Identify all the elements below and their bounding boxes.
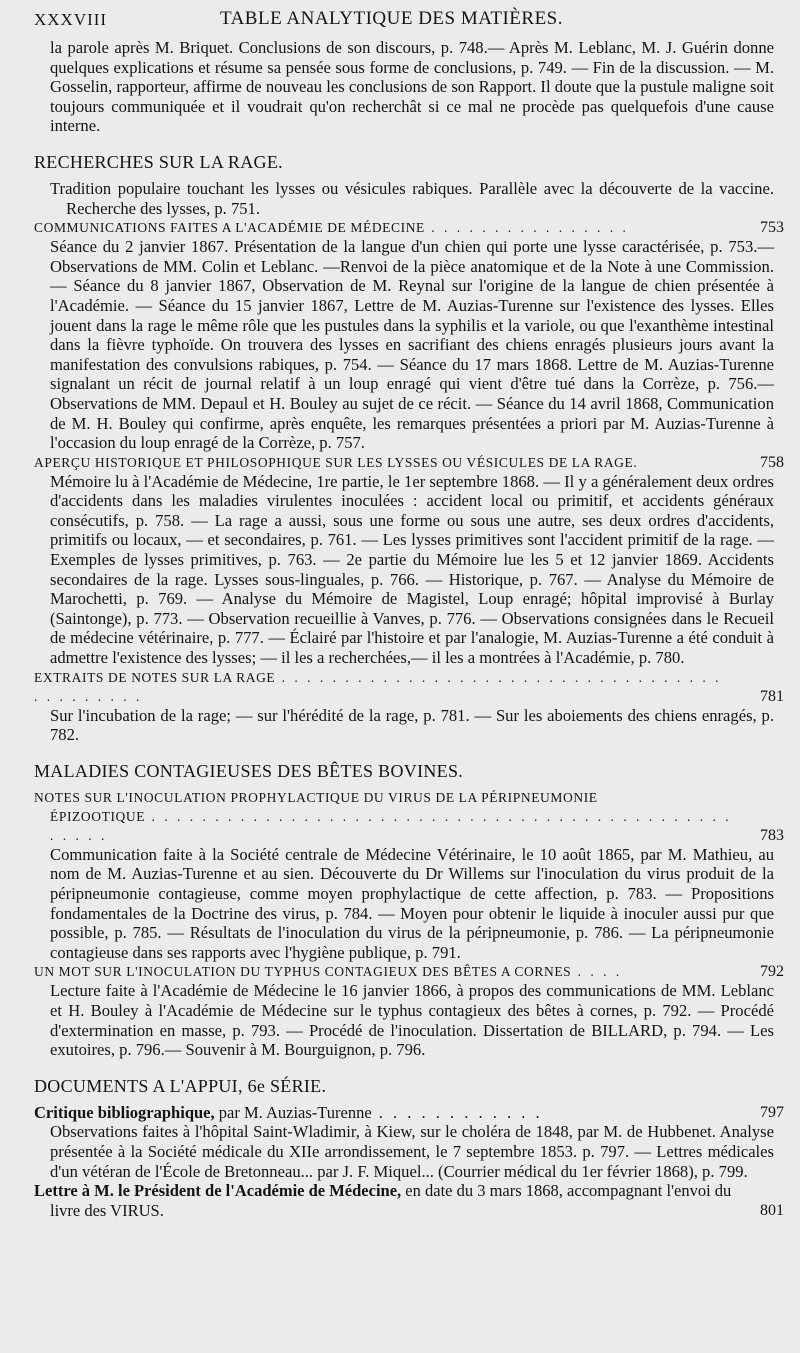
- entry-heading-rest: par M. Auzias-Turenne: [218, 1102, 372, 1122]
- page-numeral: XXXVIII: [34, 10, 108, 29]
- entry-body: Observations faites à l'hôpital Saint-Wladimir, à Kiew, sur le choléra de 1848, par M. de Hubbenet. Analyse présentée à la Société médicale du XIIe arrondissement, le 7 septembre 1853. p. 797. — Lettres médicales d'un vétéran de l'École de Bretonneau... par J. F. Miquel... (Courrier médical du 1er février 1868), p. 799.: [50, 1122, 774, 1181]
- entry-heading: UN MOT SUR L'INOCULATION DU TYPHUS CONTAGIEUX DES BÊTES A CORNES . . . . 792: [34, 963, 784, 981]
- entry-heading-bold: Critique bibliographique,: [34, 1102, 215, 1122]
- entry-heading: EXTRAITS DE NOTES SUR LA RAGE . . . . . . . . . . . . . . . . . . . . . . . . . . . . . . . . . . . . . . . . . . . . 781: [34, 669, 784, 705]
- entry-page-number: 783: [760, 826, 784, 844]
- entry-body: Mémoire lu à l'Académie de Médecine, 1re partie, le 1er septembre 1868. — Il y a généralement deux ordres d'accidents dans les maladies virulentes inoculées : accident local ou primitif, et accidents généraux consécutifs, p. 758. — La rage a aussi, sous une forme ou sous une autre, ses deux ordres d'accidents, primitifs ou locaux, — et secondaires, p. 761. — Les lysses primitives sont l'accident primitif de la rage. — Exemples de lysses primitives, p. 763. — 2e partie du Mémoire lue les 5 et 12 janvier 1869. Accidents secondaires de la rage. Lysses sous-linguales, p. 766. — Historique, p. 767. — Analyse du Mémoire de Marochetti, p. 769. — Analyse du Mémoire de Magistel, Loup enragé; hôpital improvisé à Burlay (Saintonge), p. 773. — Observation recueillie à Vanves, p. 776. — Observations consignées dans le Recueil de médecine vétérinaire, p. 777. — Éclairé par l'histoire et par l'analogie, M. Auzias-Turenne a été conduit à admettre l'existence des lysses; — il les a recherchées,— il les a montrées à l'Académie, p. 780.: [50, 471, 774, 668]
- rage-intro: Tradition populaire touchant les lysses ou vésicules rabiques. Parallèle avec la découverte de la vaccine. Recherche des lysses, p. 751.: [50, 178, 774, 218]
- entry-page-number: 797: [760, 1103, 784, 1121]
- entry-page-number: 801: [760, 1201, 784, 1219]
- entry-heading: NOTES SUR L'INOCULATION PROPHYLACTIQUE DU VIRUS DE LA PÉRIPNEUMONIE ÉPIZOOTIQUE . . . . . . . . . . . . . . . . . . . . . . . . . . . . . . . . . . . . . . . . . . . . . . . . . . . 783: [34, 789, 784, 844]
- running-title: TABLE ANALYTIQUE DES MATIÈRES.: [220, 8, 564, 29]
- entry-heading-text-continued: ÉPIZOOTIQUE: [50, 808, 146, 824]
- entry-page-number: 758: [760, 453, 784, 471]
- entry-heading-text: UN MOT SUR L'INOCULATION DU TYPHUS CONTAGIEUX DES BÊTES A CORNES: [34, 964, 572, 980]
- entry-page-number: 753: [760, 219, 784, 237]
- section-title-documents: DOCUMENTS A L'APPUI, 6e SÉRIE.: [34, 1075, 327, 1096]
- entry-body: Séance du 2 janvier 1867. Présentation de la langue d'un chien qui porte une lysse caractérisée, p. 753.—Observations de MM. Colin et Leblanc. —Renvoi de la pièce anatomique et de la Note à une Commission.— Séance du 8 janvier 1867, Observation de M. Reynal sur l'origine de la langue de chien présentée à l'Académie. — Séance du 15 janvier 1867, Lettre de M. Auzias-Turenne sur l'existence des lysses. Elles jouent dans la rage le même rôle que les pustules dans la syphilis et la variole, ou que l'exanthème intestinal dans la fièvre typhoïde. On trouvera des lysses en sacrifiant des chiens enragés plusieurs jours avant la manifestation des convulsions rabiques, p. 754. — Séance du 17 mars 1868. Lettre de M. Auzias-Turenne signalant un récit de journal relatif à un loup enragé qui vient d'être tué dans la Corrèze, p. 756.— Observations de MM. Depaul et H. Bouley au sujet de ce récit. — Séance du 14 avril 1868, Communication de M. H. Bouley qui confirme, après enquête, les remarques présentées a priori par M. Auzias-Turenne à l'occasion du loup enragé de la Corrèze, p. 757.: [50, 237, 774, 453]
- entry-heading: Critique bibliographique, par M. Auzias-Turenne . . . . . . . . . . . . 797: [34, 1102, 784, 1122]
- entry-body: Lecture faite à l'Académie de Médecine le 16 janvier 1866, à propos des communications de MM. Leblanc et H. Bouley à l'Académie de Médecine sur le typhus contagieux des bêtes à cornes, p. 792. — Procédé d'extermination en masse, p. 793. — Procédé de l'inoculation. Dissertation de BILLARD, p. 794. — Les exutoires, p. 796.— Souvenir à M. Bourguignon, p. 796.: [50, 981, 774, 1060]
- entry-heading-rest: en date du 3 mars 1868, accompagnant l'envoi du livre des VIRUS.: [50, 1181, 732, 1220]
- entry-body: Sur l'incubation de la rage; — sur l'hérédité de la rage, p. 781. — Sur les aboiements des chiens enragés, p. 782.: [50, 705, 774, 745]
- entry-heading-text: COMMUNICATIONS FAITES A L'ACADÉMIE DE MÉDECINE: [34, 220, 425, 236]
- entry-heading: [34, 1181, 784, 1220]
- entry-heading-text: EXTRAITS DE NOTES SUR LA RAGE: [34, 669, 276, 685]
- entry-heading: COMMUNICATIONS FAITES A L'ACADÉMIE DE MÉDECINE . . . . . . . . . . . . . . . . 753: [34, 219, 784, 237]
- section-title-rage: RECHERCHES SUR LA RAGE.: [34, 151, 283, 172]
- section-title-bovines: MALADIES CONTAGIEUSES DES BÊTES BOVINES.: [34, 760, 464, 781]
- intro-paragraph: la parole après M. Briquet. Conclusions de son discours, p. 748.— Après M. Leblanc, M. J. Guérin donne quelques explications et résume sa pensée sous forme de conclusions, p. 749. — Fin de la discussion. — M. Gosselin, rapporteur, affirme de nouveau les conclusions de son Rapport. Il doute que la pustule maligne soit toujours communiquée et il voudrait qu'on recherchât si ce mal ne procède pas quelquefois d'une cause interne.: [50, 38, 774, 136]
- entry-heading-text: APERÇU HISTORIQUE ET PHILOSOPHIQUE SUR LES LYSSES OU VÉSICULES DE LA RAGE.: [34, 454, 638, 470]
- entry-body: Communication faite à la Société centrale de Médecine Vétérinaire, le 10 août 1865, par M. Mathieu, au nom de M. Auzias-Turenne et au sien. Découverte du Dr Willems sur l'inoculation du virus produit de la péripneumonie contagieuse, comme moyen prophylactique de cette affection, p. 783. — Propositions fondamentales de la Doctrine des virus, p. 784. — Moyen pour obtenir le liquide à inoculer aussi pur que possible, p. 785. — Résultats de l'inoculation du virus de la péripneumonie, p. 786. — La péripneumonie contagieuse dans ses rapports avec l'hygiène publique, p. 791.: [50, 844, 774, 962]
- entry-page-number: 792: [760, 963, 784, 981]
- running-head: [34, 8, 774, 38]
- entry-heading-bold: Lettre à M. le Président de l'Académie de Médecine,: [34, 1181, 402, 1201]
- entry-page-number: 781: [760, 687, 784, 705]
- entry-heading: [34, 453, 784, 472]
- entry-heading-text: NOTES SUR L'INOCULATION PROPHYLACTIQUE DU VIRUS DE LA PÉRIPNEUMONIE: [34, 789, 598, 805]
